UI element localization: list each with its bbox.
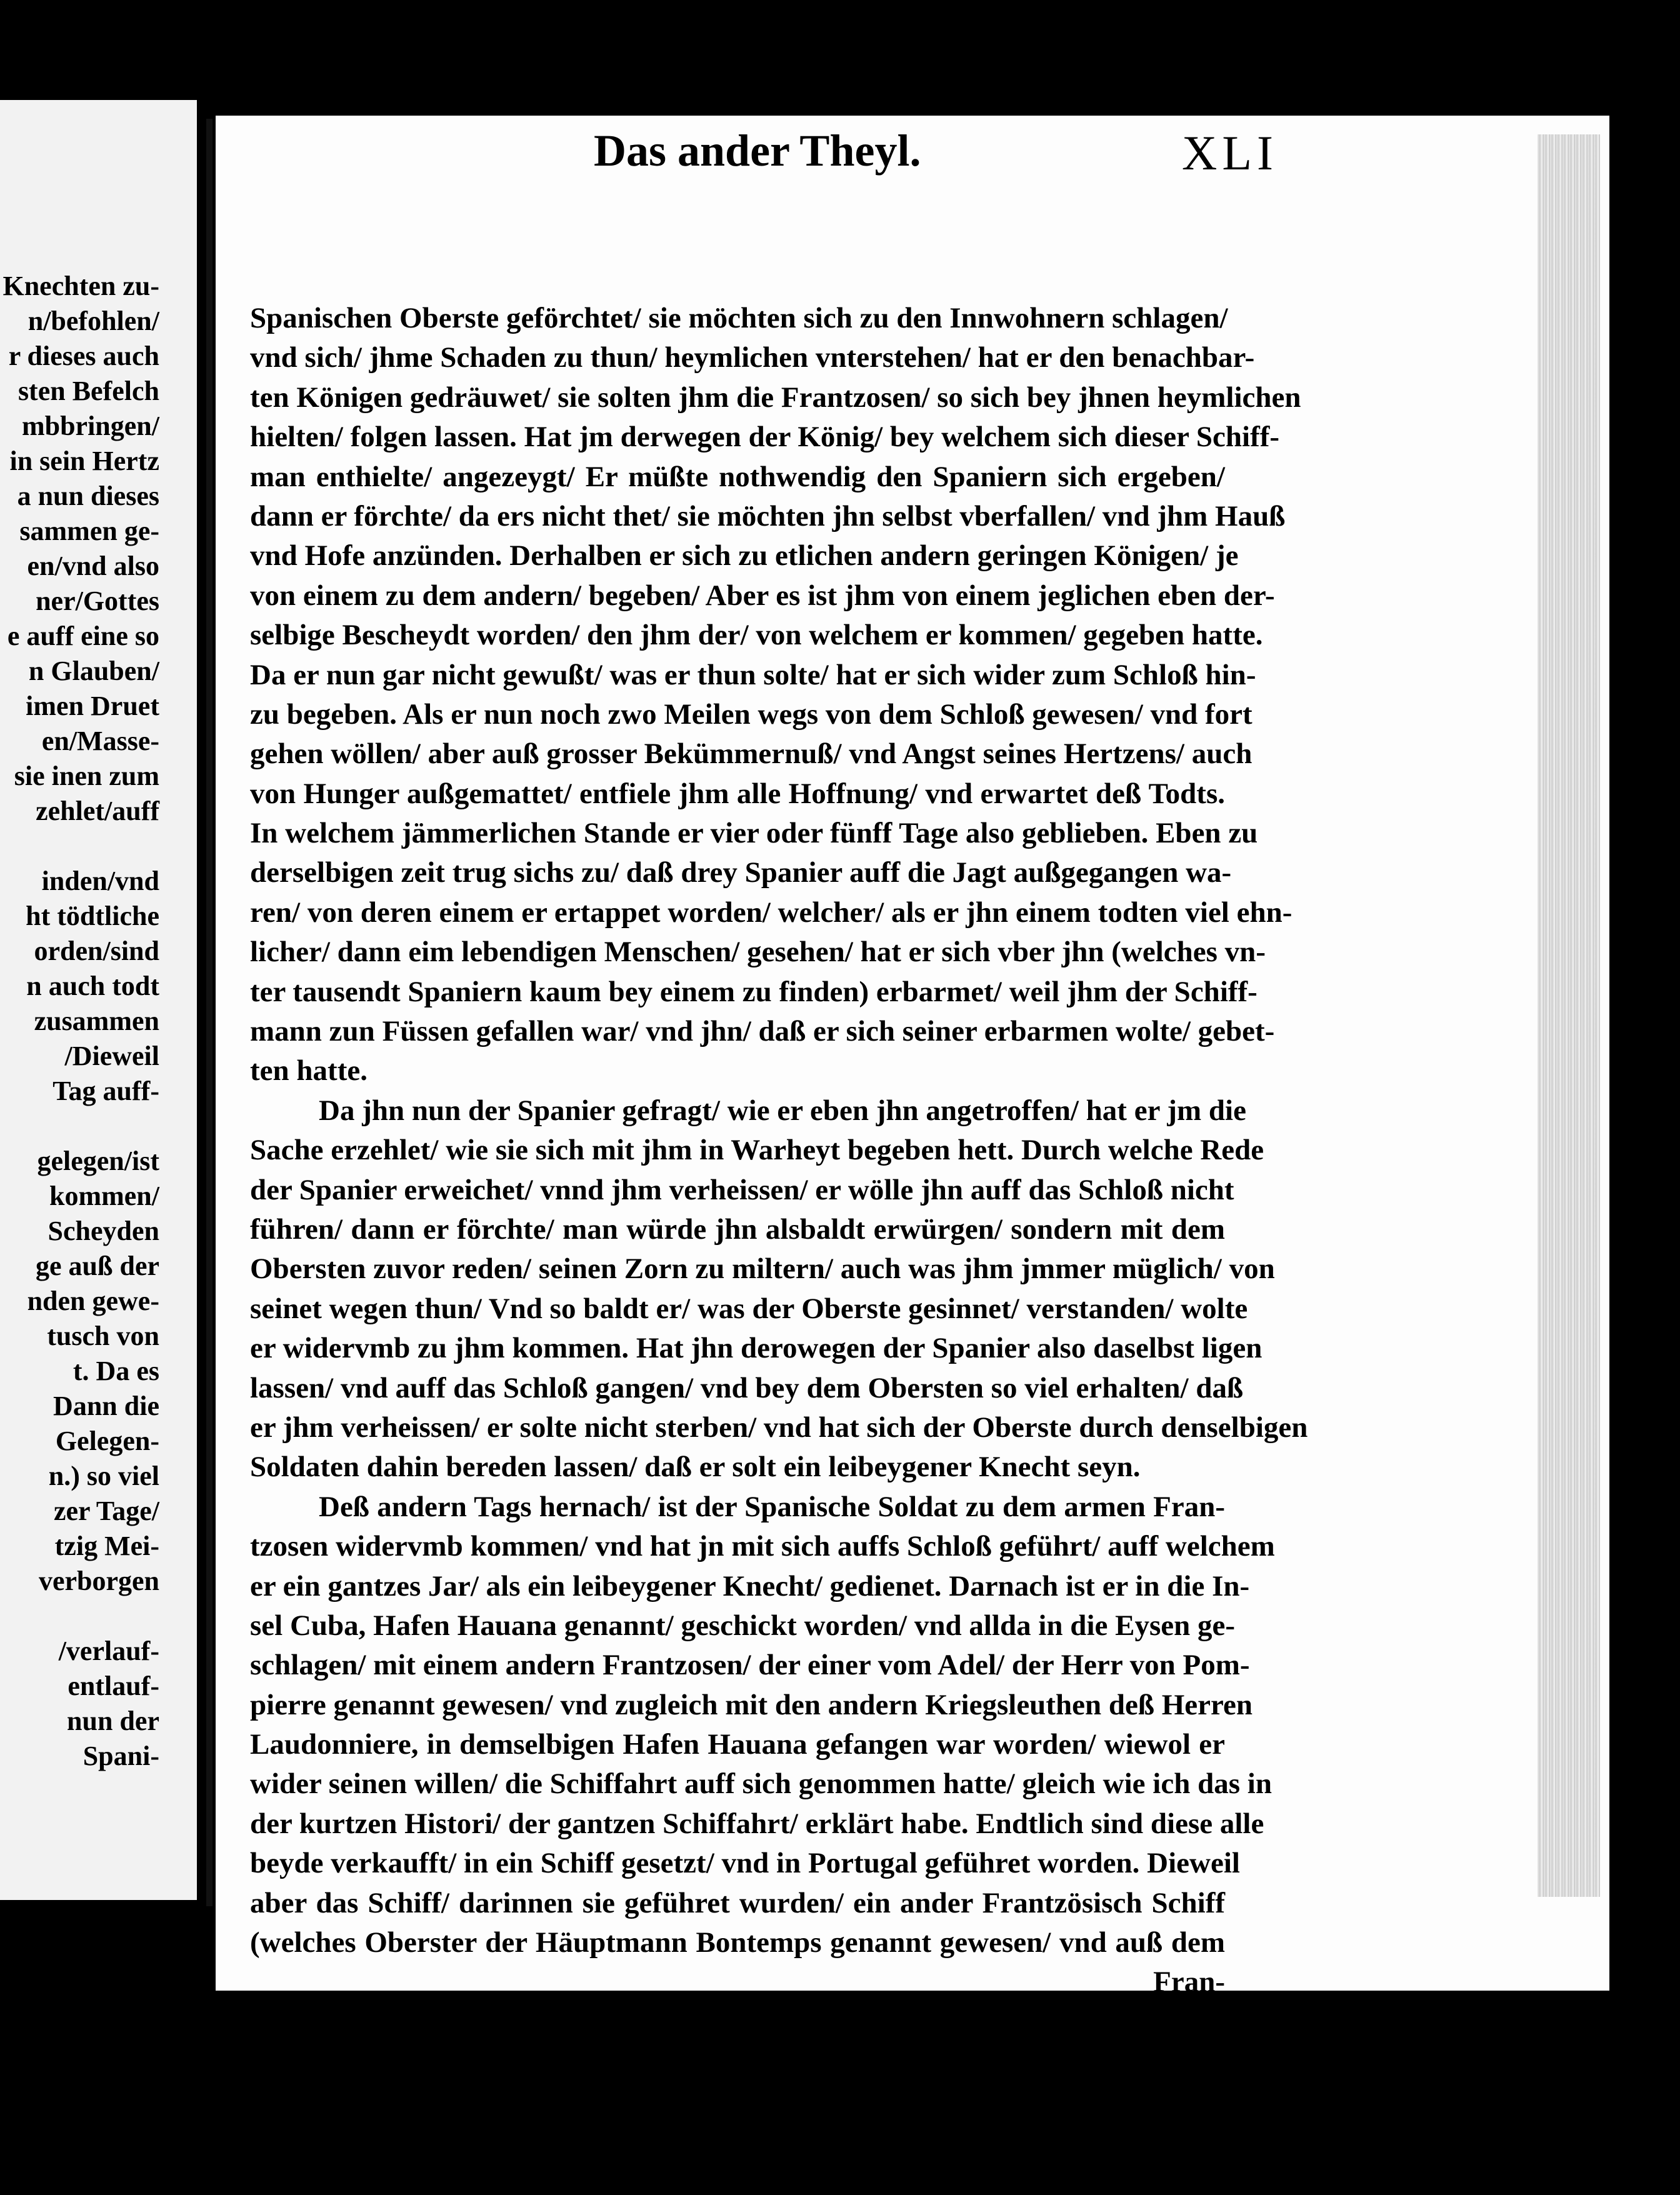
- text-line: Spanischen Oberste geförchtet/ sie möchten sich zu den Innwohnern schlagen/: [250, 302, 1228, 334]
- left-page-line: zehlet/auff: [36, 796, 159, 826]
- left-page-line: entlauf-: [68, 1671, 159, 1701]
- text-line: er jhm verheissen/ er solte nicht sterben/ vnd hat sich der Oberste durch denselbigen: [250, 1411, 1308, 1444]
- left-page-line: n/befohlen/: [28, 306, 159, 336]
- gutter-shadow: [206, 119, 212, 1906]
- left-page-line: n.) so viel: [48, 1461, 159, 1491]
- text-line: beyde verkaufft/ in ein Schiff gesetzt/ vnd in Portugal geführet worden. Dieweil: [250, 1847, 1240, 1880]
- text-line: In welchem jämmerlichen Stande er vier oder fünff Tage also geblieben. Eben zu: [250, 817, 1258, 850]
- body-text: [250, 299, 1308, 2002]
- left-page-line: Spani-: [82, 1741, 159, 1771]
- text-line: lassen/ vnd auff das Schloß gangen/ vnd bey dem Obersten so viel erhalten/ daß: [250, 1371, 1244, 1404]
- left-page-line: zusammen: [34, 1006, 159, 1036]
- text-line: gehen wöllen/ aber auß grosser Bekümmernuß/ vnd Angst seines Hertzens/ auch: [250, 738, 1252, 771]
- left-page-line: verborgen: [38, 1566, 159, 1596]
- left-page-line: zer Tage/: [53, 1496, 159, 1526]
- text-line: pierre genannt gewesen/ vnd zugleich mit den andern Kriegsleuthen deß Herren: [250, 1688, 1253, 1721]
- left-page-line: orden/sind: [34, 936, 159, 966]
- text-line: von einem zu dem andern/ begeben/ Aber es ist jhm von einem jeglichen eben der-: [250, 579, 1275, 612]
- left-page-line: e auff eine so: [7, 621, 159, 651]
- text-line: selbige Bescheydt worden/ den jhm der/ von welchem er kommen/ gegeben hatte.: [250, 619, 1263, 652]
- text-line: ren/ von deren einem er ertappet worden/ welcher/ als er jhn einem todten viel ehn-: [250, 896, 1292, 929]
- text-line: sel Cuba, Hafen Hauana genannt/ geschickt worden/ vnd allda in die Eysen ge-: [250, 1609, 1236, 1642]
- text-line: (welches Oberster der Häuptmann Bontemps genannt gewesen/ vnd auß dem: [250, 1926, 1225, 1959]
- left-page-line: Scheyden: [48, 1216, 159, 1246]
- left-page-line: sten Befelch: [18, 376, 159, 406]
- left-page-line: n auch todt: [26, 971, 159, 1001]
- text-line: seinet wegen thun/ Vnd so baldt er/ was der Oberste gesinnet/ verstanden/ wolte: [250, 1292, 1248, 1325]
- text-line: von Hunger außgemattet/ entfiele jhm alle Hoffnung/ vnd erwartet deß Todts.: [250, 777, 1225, 810]
- text-line: ter tausendt Spaniern kaum bey einem zu finden) erbarmet/ weil jhm der Schiff-: [250, 975, 1258, 1008]
- left-page-line: ht tödtliche: [26, 901, 159, 931]
- left-page-line: gelegen/ist: [37, 1146, 159, 1176]
- text-line: schlagen/ mit einem andern Frantzosen/ der einer vom Adel/ der Herr von Pom-: [250, 1649, 1250, 1682]
- left-page-line: [2, 1599, 159, 1634]
- left-page-line: in sein Hertz: [9, 446, 159, 476]
- left-page-line: /verlauf-: [58, 1636, 159, 1666]
- left-page-line: ner/Gottes: [36, 586, 159, 616]
- text-line: dann er förchte/ da ers nicht thet/ sie möchten jhn selbst vberfallen/ vnd jhm Hauß: [250, 499, 1286, 532]
- left-page-line: sie inen zum: [14, 761, 159, 791]
- left-page-text: [2, 269, 159, 1774]
- text-line: zu begeben. Als er nun noch zwo Meilen wegs von dem Schloß gewesen/ vnd fort: [250, 698, 1252, 731]
- left-page-line: r dieses auch: [8, 341, 159, 371]
- text-line: mann zun Füssen gefallen war/ vnd jhn/ daß er sich seiner erbarmen wolte/ gebet-: [250, 1015, 1275, 1048]
- text-line: ten hatte.: [250, 1054, 368, 1088]
- text-line: Obersten zuvor reden/ seinen Zorn zu miltern/ auch was jhm jmmer müglich/ von: [250, 1252, 1275, 1286]
- left-page-line: inden/vnd: [41, 866, 159, 896]
- left-page-line: kommen/: [49, 1181, 159, 1211]
- text-line: er widervmb zu jhm kommen. Hat jhn derowegen der Spanier also daselbst ligen: [250, 1332, 1262, 1365]
- page-edges: [1538, 134, 1600, 1897]
- text-line: derselbigen zeit trug sichs zu/ daß drey Spanier auff die Jagt außgegangen wa-: [250, 856, 1232, 889]
- text-line: Deß andern Tags hernach/ ist der Spanische Soldat zu dem armen Fran-: [319, 1490, 1225, 1523]
- left-page-line: nden gewe-: [27, 1286, 159, 1316]
- text-line: Sache erzehlet/ wie sie sich mit jhm in Warheyt begeben hett. Durch welche Rede: [250, 1134, 1264, 1167]
- text-line: Fran-: [1153, 1966, 1225, 1999]
- left-page-line: en/vnd also: [27, 551, 159, 581]
- left-page: [0, 100, 197, 1900]
- left-page-line: /Dieweil: [64, 1041, 159, 1071]
- left-page-line: mbbringen/: [21, 411, 159, 441]
- folio-number: XLI: [1182, 126, 1278, 180]
- text-line: der kurtzen Histori/ der gantzen Schiffahrt/ erklärt habe. Endtlich sind diese alle: [250, 1807, 1264, 1840]
- text-line: Laudonniere, in demselbigen Hafen Hauana gefangen war worden/ wiewol er: [250, 1728, 1225, 1761]
- left-page-line: n Glauben/: [28, 656, 159, 686]
- text-line: aber das Schiff/ darinnen sie geführet wurden/ ein ander Frantzösisch Schiff: [250, 1886, 1225, 1919]
- left-page-line: [2, 1109, 159, 1144]
- text-line: er ein gantzes Jar/ als ein leibeygener Knecht/ gedienet. Darnach ist er in die In-: [250, 1569, 1250, 1602]
- text-line: vnd Hofe anzünden. Derhalben er sich zu etlichen andern geringen Königen/ je: [250, 539, 1239, 572]
- left-page-line: imen Druet: [26, 691, 159, 721]
- text-line: wider seinen willen/ die Schiffahrt auff sich genommen hatte/ gleich wie ich das in: [250, 1768, 1272, 1801]
- left-page-line: tzig Mei-: [54, 1531, 159, 1561]
- text-line: Da er nun gar nicht gewußt/ was er thun solte/ hat er sich wider zum Schloß hin-: [250, 658, 1256, 691]
- text-line: der Spanier erweichet/ vnnd jhm verheissen/ er wölle jhn auff das Schloß nicht: [250, 1173, 1234, 1206]
- left-page-line: en/Masse-: [41, 726, 159, 756]
- text-line: tzosen widervmb kommen/ vnd hat jn mit sich auffs Schloß geführt/ auff welchem: [250, 1530, 1275, 1563]
- left-page-line: a nun dieses: [17, 481, 159, 511]
- running-head: Das ander Theyl.: [594, 126, 921, 176]
- left-page-line: nun der: [67, 1706, 159, 1736]
- left-page-line: t. Da es: [72, 1356, 159, 1386]
- left-page-line: tusch von: [47, 1321, 159, 1351]
- left-page-line: Gelegen-: [55, 1426, 159, 1456]
- left-page-line: sammen ge-: [19, 516, 159, 546]
- left-page-line: Tag auff-: [52, 1076, 159, 1106]
- left-page-line: Dann die: [53, 1391, 159, 1421]
- text-line: man enthielte/ angezeygt/ Er müßte nothwendig den Spaniern sich ergeben/: [250, 460, 1225, 493]
- page-header: [375, 125, 1312, 188]
- text-line: führen/ dann er förchte/ man würde jhn alsbaldt erwürgen/ sondern mit dem: [250, 1212, 1225, 1246]
- text-line: ten Königen gedräuwet/ sie solten jhm die Frantzosen/ so sich bey jhnen heymlichen: [250, 381, 1301, 414]
- text-line: hielten/ folgen lassen. Hat jm derwegen der König/ bey welchem sich dieser Schiff-: [250, 421, 1280, 454]
- left-page-line: Knechten zu-: [2, 271, 159, 301]
- text-line: Da jhn nun der Spanier gefragt/ wie er eben jhn angetroffen/ hat er jm die: [319, 1094, 1246, 1127]
- text-line: vnd sich/ jhme Schaden zu thun/ heymlichen vnterstehen/ hat er den benachbar-: [250, 341, 1255, 374]
- text-line: licher/ dann eim lebendigen Menschen/ gesehen/ hat er sich vber jhn (welches vn-: [250, 936, 1266, 969]
- text-line: Soldaten dahin bereden lassen/ daß er solt ein leibeygener Knecht seyn.: [250, 1451, 1141, 1484]
- left-page-line: ge auß der: [36, 1251, 159, 1281]
- left-page-line: [2, 829, 159, 864]
